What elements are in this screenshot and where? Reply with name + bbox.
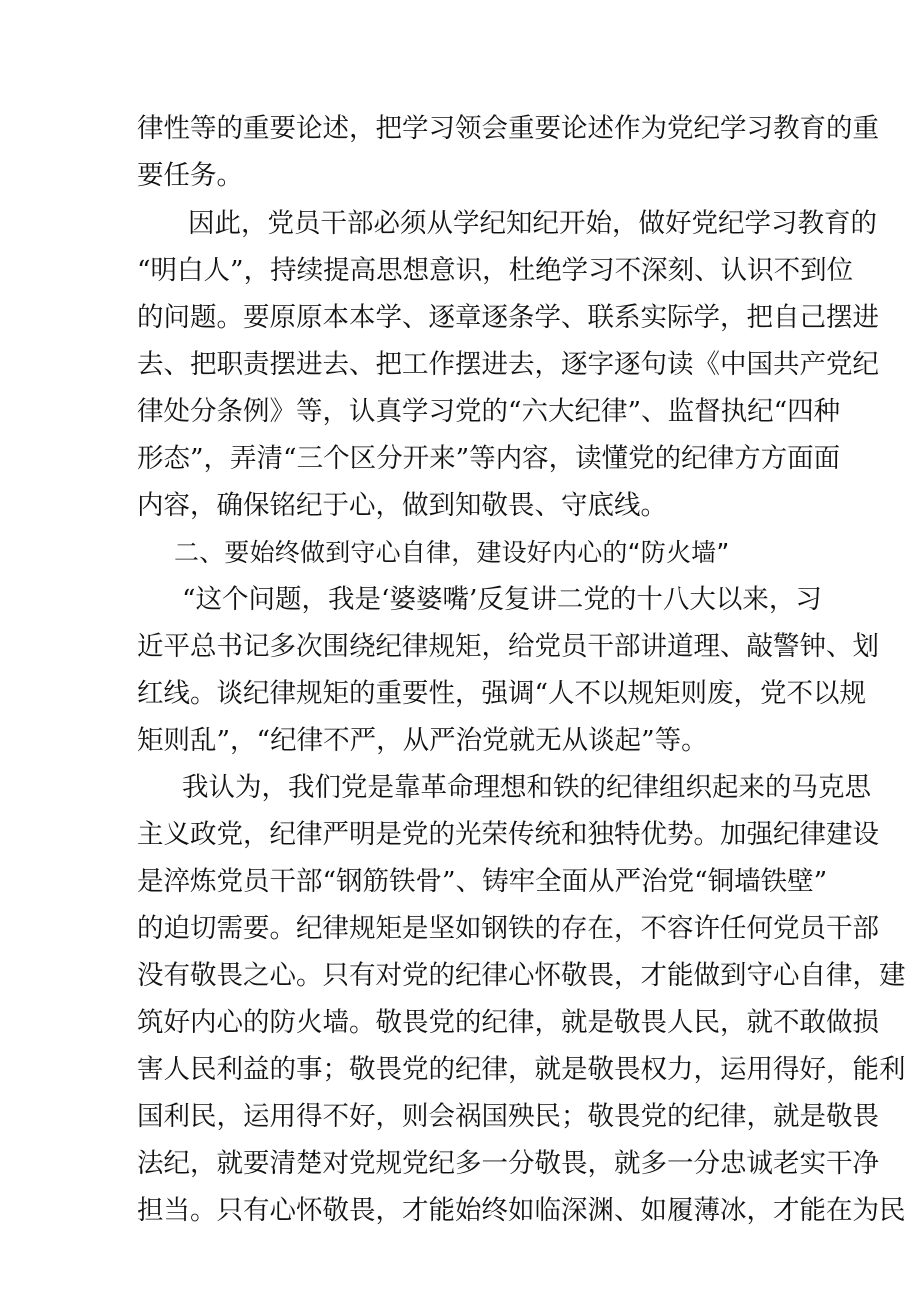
paragraph-2-line-1: 因此，党员干部必须从学纪知纪开始，做好党纪学习教育的: [188, 208, 877, 239]
section-heading-2: 二、要始终做到守心自律，建设好内心的“防火墙”: [174, 538, 730, 567]
paragraph-4-line-1: 我认为，我们党是靠革命理想和铁的纪律组织起来的马克思: [182, 772, 871, 803]
paragraph-2-line-4: 去、把职责摆进去、把工作摆进去，逐字逐句读《中国共产党纪: [137, 349, 879, 380]
paragraph-2-line-3: 的问题。要原原本本学、逐章逐条学、联系实际学，把自己摆进: [137, 302, 879, 333]
paragraph-2-line-5: 律处分条例》等，认真学习党的“六大纪律”、监督执纪“四种: [137, 396, 841, 427]
paragraph-4-line-2: 主义政党，纪律严明是党的光荣传统和独特优势。加强纪律建设: [137, 819, 879, 850]
paragraph-1-line-1: 律性等的重要论述，把学习领会重要论述作为党纪学习教育的重: [137, 113, 879, 144]
paragraph-4-line-6: 筑好内心的防火墙。敬畏党的纪律，就是敬畏人民，就不敢做损: [137, 1007, 879, 1038]
paragraph-4-line-10: 担当。只有心怀敬畏，才能始终如临深渊、如履薄冰，才能在为民: [137, 1195, 906, 1226]
paragraph-3-line-3: 红线。谈纪律规矩的重要性，强调“人不以规矩则废，党不以规: [137, 678, 867, 709]
paragraph-1-line-2: 要任务。: [137, 160, 243, 191]
paragraph-4-line-3: 是淬炼党员干部“钢筋铁骨”、铸牢全面从严治党“铜墙铁壁”: [137, 866, 828, 897]
paragraph-3-line-4: 矩则乱”，“纪律不严，从严治党就无从谈起”等。: [137, 725, 708, 756]
paragraph-4-line-9: 法纪，就要清楚对党规党纪多一分敬畏，就多一分忠诚老实干净: [137, 1148, 879, 1179]
paragraph-4-line-8: 国利民，运用得不好，则会祸国殃民；敬畏党的纪律，就是敬畏: [137, 1101, 879, 1132]
paragraph-3-line-2: 近平总书记多次围绕纪律规矩，给党员干部讲道理、敲警钟、划: [137, 631, 879, 662]
paragraph-4-line-7: 害人民利益的事；敬畏党的纪律，就是敬畏权力，运用得好，能利: [137, 1054, 906, 1085]
paragraph-2-line-6: 形态”，弄清“三个区分开来”等内容，读懂党的纪律方方面面: [137, 443, 841, 474]
paragraph-2-line-7: 内容，确保铭纪于心，做到知敬畏、守底线。: [137, 490, 667, 521]
paragraph-4-line-5: 没有敬畏之心。只有对党的纪律心怀敬畏，才能做到守心自律，建: [137, 960, 906, 991]
paragraph-3-line-1: “这个问题，我是‘婆婆嘴’反复讲二党的十八大以来，习: [182, 584, 822, 615]
paragraph-4-line-4: 的迫切需要。纪律规矩是坚如钢铁的存在，不容许任何党员干部: [137, 913, 879, 944]
paragraph-2-line-2: “明白人”，持续提高思想意识，杜绝学习不深刻、认识不到位: [137, 255, 854, 286]
